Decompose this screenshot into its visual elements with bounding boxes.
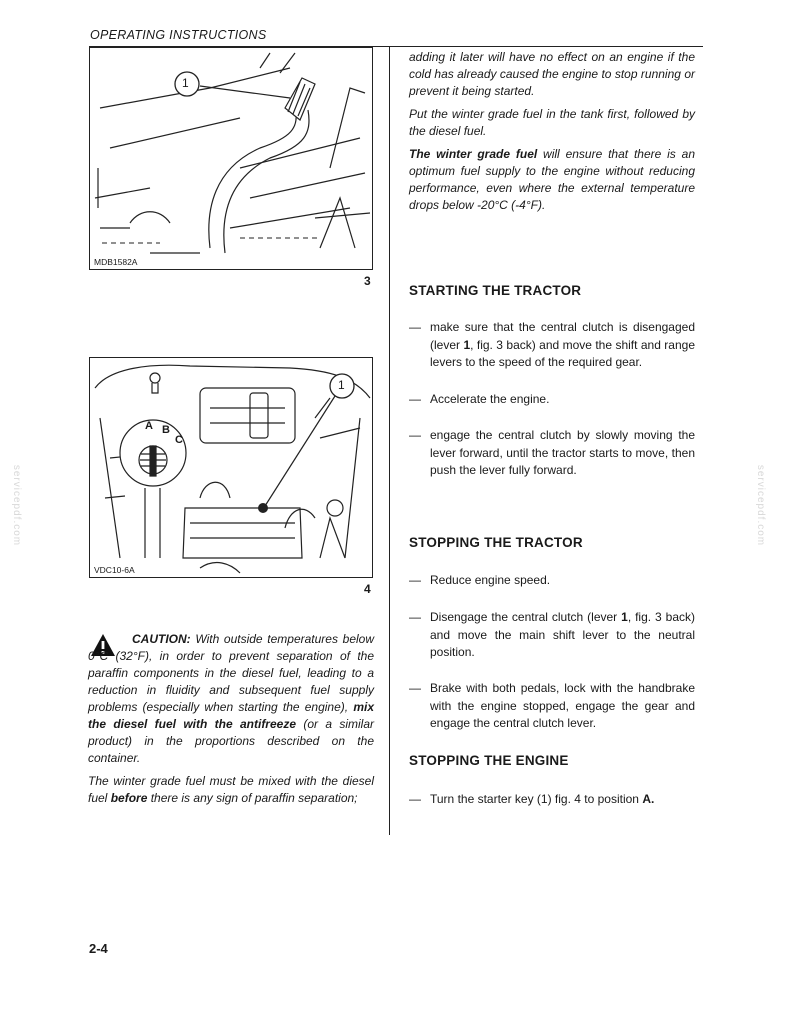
starting-step-1 bbox=[409, 319, 695, 372]
step-bold: 1 bbox=[463, 337, 471, 352]
figure-3-illustration bbox=[90, 48, 372, 269]
starting-step-2 bbox=[409, 391, 695, 409]
step-text: make sure that the central clutch is disengaged (lever bbox=[430, 320, 695, 352]
step-text: Brake with both pedals, lock with the handbrake with the engine stopped, engage the gear and engage the central clutch lever. bbox=[430, 681, 695, 730]
winter-fuel-bold: before bbox=[110, 791, 148, 805]
winter-grade-bold: The winter grade fuel bbox=[409, 147, 538, 161]
bullet-dash: — bbox=[409, 610, 421, 624]
bullet-dash: — bbox=[409, 792, 421, 806]
step-text-end: , fig. 3 back) and move the main shift lever to the neutral position. bbox=[430, 610, 695, 659]
winter-fuel-text-b: there is any sign of paraffin separation; bbox=[147, 791, 358, 805]
step-text: engage the central clutch by slowly moving the lever forward, until the tractor starts to move, then push the lever fully forward. bbox=[430, 428, 695, 477]
figure-3-callout: 1 bbox=[182, 76, 189, 90]
figure-4-dashboard-drawing bbox=[89, 357, 373, 578]
step-text: Accelerate the engine. bbox=[430, 392, 550, 406]
caution-paragraph bbox=[88, 631, 374, 767]
heading-stopping-tractor: STOPPING THE TRACTOR bbox=[409, 535, 583, 550]
continued-paragraph: adding it later will have no effect on an engine if the cold has already caused the engine to stop running or prevent it being started. bbox=[409, 50, 695, 98]
heading-stopping-engine: STOPPING THE ENGINE bbox=[409, 753, 569, 768]
caution-text-block bbox=[88, 631, 374, 813]
figure-4-label-a: A bbox=[145, 420, 153, 432]
figure-4-number: 4 bbox=[364, 582, 371, 596]
page-number: 2-4 bbox=[89, 941, 108, 956]
caution-end-text: (or a similar product) in the proportions described on the container. bbox=[88, 717, 374, 765]
figure-4-label-c: C bbox=[175, 434, 183, 446]
step-bold: A. bbox=[642, 792, 655, 806]
engine-step-1 bbox=[409, 791, 695, 809]
step-text: Disengage the central clutch (lever bbox=[430, 610, 622, 624]
bullet-dash: — bbox=[409, 681, 421, 695]
bullet-dash: — bbox=[409, 428, 421, 442]
stopping-step-1 bbox=[409, 572, 695, 590]
watermark-right: servicepdf.com bbox=[755, 464, 767, 547]
figure-3-lever-drawing bbox=[89, 47, 373, 270]
caution-intro-text: With outside temperatures below 0°C (32°F), in order to prevent separation of the paraffin components in the diesel fuel, leading to a reduction in fluidity and subsequent fuel supply problems (especially when starting the engine), bbox=[88, 632, 374, 714]
figure-4-illustration bbox=[90, 358, 372, 577]
step-text: Turn the starter key (1) fig. 4 to position bbox=[430, 792, 643, 806]
figure-4-code: VDC10-6A bbox=[94, 565, 135, 575]
stopping-step-3 bbox=[409, 680, 695, 733]
heading-starting-tractor: STARTING THE TRACTOR bbox=[409, 283, 582, 298]
column-divider bbox=[389, 47, 390, 835]
starting-step-3 bbox=[409, 427, 695, 480]
figure-3-code: MDB1582A bbox=[94, 257, 138, 267]
winter-grade-paragraph bbox=[409, 146, 695, 214]
bullet-dash: — bbox=[409, 320, 421, 334]
bullet-dash: — bbox=[409, 573, 421, 587]
caution-label: CAUTION: bbox=[132, 632, 191, 646]
right-top-text-block bbox=[409, 49, 695, 214]
step-text-end: , fig. 3 back) and move the shift and range levers to the speed of the required gear. bbox=[430, 337, 696, 369]
winter-fuel-paragraph bbox=[88, 773, 374, 807]
step-bold: 1 bbox=[621, 610, 628, 624]
figure-3-number: 3 bbox=[364, 274, 371, 288]
put-fuel-paragraph: Put the winter grade fuel in the tank first, followed by the diesel fuel. bbox=[409, 107, 695, 138]
figure-4-callout: 1 bbox=[338, 378, 345, 392]
stopping-step-2 bbox=[409, 609, 695, 662]
caution-bold-text: mix the diesel fuel with the antifreeze bbox=[88, 700, 374, 731]
figure-4-label-b: B bbox=[162, 424, 170, 436]
bullet-dash: — bbox=[409, 392, 421, 406]
step-text: Reduce engine speed. bbox=[430, 573, 551, 587]
winter-fuel-text-a: The winter grade fuel must be mixed with the diesel fuel bbox=[88, 774, 374, 805]
winter-grade-text: will ensure that there is an optimum fuel supply to the engine without reducing performance, even where the external temperature drops below -20°C (-4°F). bbox=[409, 147, 696, 212]
watermark-left: servicepdf.com bbox=[11, 464, 23, 547]
running-header: OPERATING INSTRUCTIONS bbox=[90, 28, 267, 42]
